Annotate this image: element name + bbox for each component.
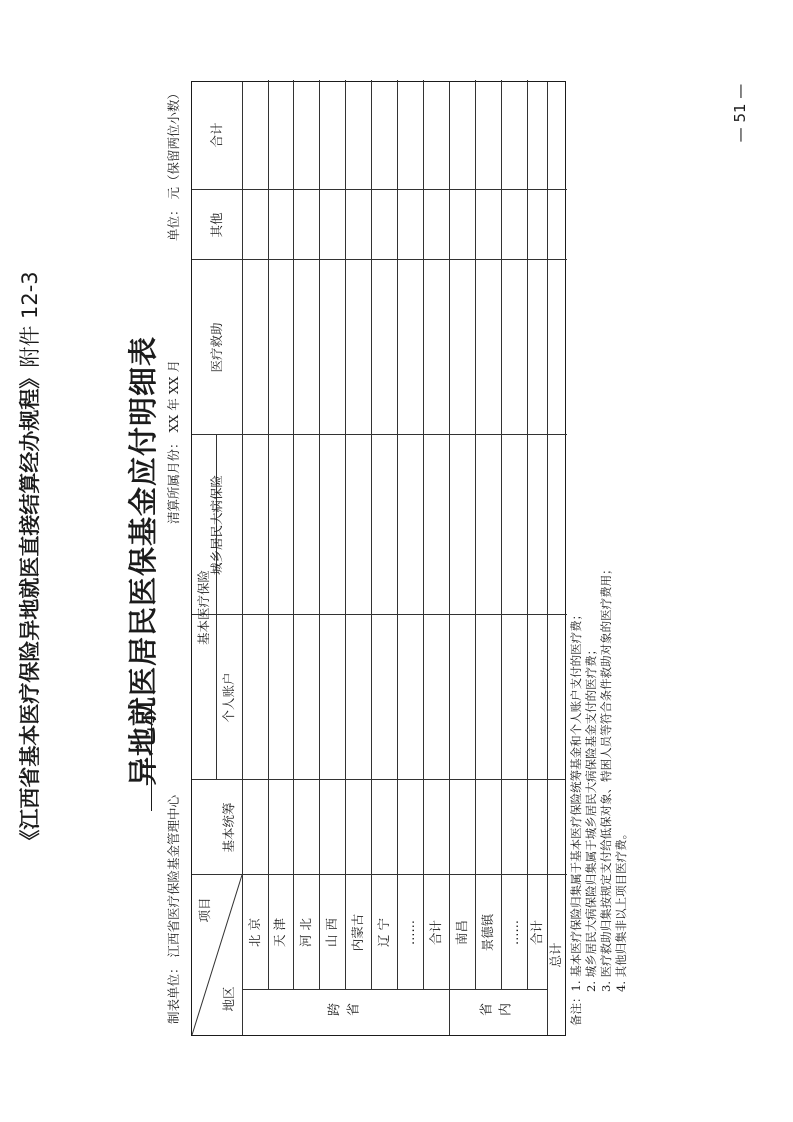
basic-pool-header: 基本统筹 (220, 802, 236, 853)
note-line-2: 2. 城乡居民大病保险归集属于城乡居民大病保险基金支付的医疗费； (584, 643, 598, 992)
row-label-inner-mongolia: 内蒙古 (349, 913, 365, 952)
hline-row (423, 80, 424, 990)
vline (192, 259, 567, 260)
basic-insurance-header: 基本医疗保险 (195, 570, 211, 646)
hline-row (527, 80, 528, 990)
row-label-cross-subtotal: 合计 (427, 920, 443, 946)
hline-row (397, 80, 398, 990)
vline (192, 779, 565, 780)
grand-total-label: 总计 (547, 942, 563, 968)
notes-block (569, 66, 629, 1026)
hline-row (319, 80, 320, 990)
cross-province-group-label: 跨省 (326, 1004, 365, 1020)
critical-illness-header: 城乡居民大病保险 (208, 475, 224, 576)
row-label-nanchang: 南昌 (453, 920, 469, 946)
medical-assistance-header: 医疗救助 (208, 322, 224, 373)
currency-unit: 单位： 元（保留两位小数） (166, 87, 181, 241)
row-label-ellipsis: …… (505, 920, 521, 945)
hline-row (268, 80, 269, 990)
row-label-hebei: 河 北 (297, 918, 313, 947)
row-label-liaoning: 辽 宁 (375, 918, 391, 947)
hline-row (293, 80, 294, 990)
total-header: 合计 (208, 122, 224, 148)
hline-row (345, 80, 346, 990)
note-line-3: 3. 医疗救助归集按规定支付给低保对象、特困人员等符合条件救助对象的医疗费用； (599, 563, 613, 992)
note-line-1 (569, 66, 584, 1026)
rotated-landscape-form (0, 41, 628, 1081)
hline-row (501, 80, 502, 990)
hline-row (371, 80, 372, 990)
corner-region-label: 地区 (220, 986, 236, 1012)
notes-label: 备注： (569, 991, 583, 1026)
corner-item-label: 项目 (196, 897, 212, 923)
row-label-shanxi: 山 西 (323, 918, 339, 947)
appendix-heading (14, 41, 44, 1081)
other-header: 其他 (208, 212, 224, 238)
personal-account-header: 个人账户 (220, 672, 236, 723)
appendix-title: 《江西省基本医疗保险异地就医直接结算经办规程》 (18, 367, 42, 851)
row-label-jingdezhen: 景德镇 (479, 913, 495, 952)
row-label-beijing: 北 京 (246, 918, 262, 947)
note-line-4: 4. 其他归集非以上项目医疗费。 (614, 827, 628, 992)
settlement-month: 清算所属月份： XX 年 XX 月 (166, 360, 181, 524)
page-number: — 51 — (731, 83, 749, 143)
row-label-in-subtotal: 合计 (528, 920, 544, 946)
vline (192, 434, 567, 435)
vline (192, 614, 567, 615)
row-label-tianjin: 天 津 (272, 918, 288, 947)
appendix-number: 附件 12-3 (18, 271, 42, 368)
vline (192, 189, 567, 190)
row-label-ellipsis: …… (401, 920, 417, 945)
prepared-by: 制表单位： 江西省医疗保险基金管理中心 (166, 795, 181, 1024)
table-title: 异地就医居民医保基金应付明细表 (126, 336, 160, 787)
title-underline (151, 705, 152, 811)
settlement-table (191, 81, 566, 1036)
note-item: 1. 基本医疗保险归集属于基本医疗保险统筹基金和个人账户支付的医疗费； (569, 608, 583, 992)
in-province-group-label: 省内 (479, 1004, 517, 1020)
hline-row (475, 80, 476, 990)
